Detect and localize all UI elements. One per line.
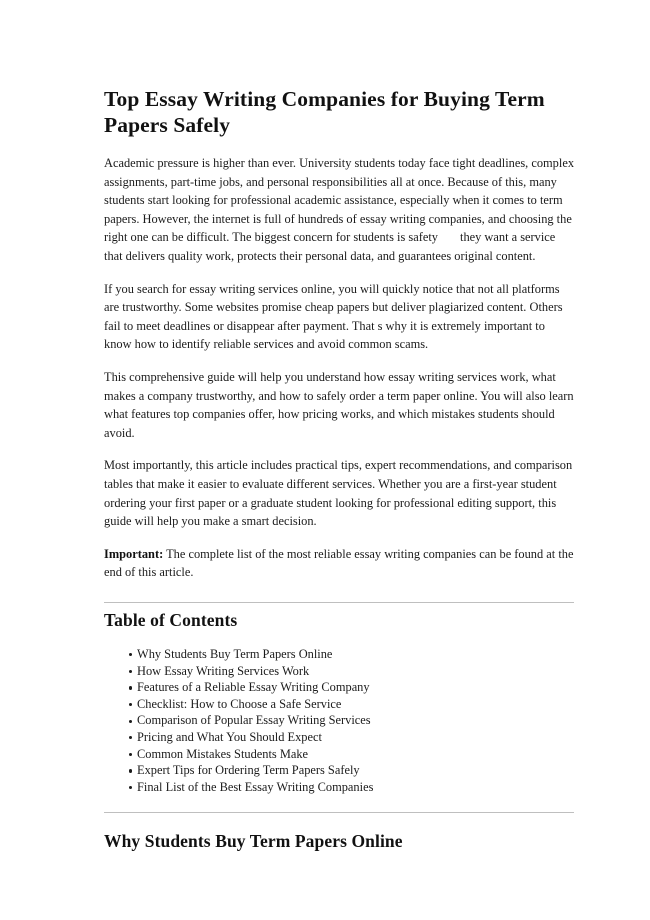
list-item[interactable] xyxy=(104,696,574,713)
intro-paragraph-1-before-gap: Academic pressure is higher than ever. University students today face tight deadlines, complex assignments, part-time jobs, and personal responsibilities all at once. Because of this, many students start looking for professional academic assistance, especially when it comes to term papers. However, the internet is full of hundreds of essay writing companies, and choosing the right one can be difficult. The biggest concern for students is safety xyxy=(104,156,575,245)
list-item-label: Final List of the Best Essay Writing Companies xyxy=(137,779,374,794)
intro-paragraph-1 xyxy=(104,154,574,266)
list-item[interactable] xyxy=(104,679,574,696)
list-item-label: Common Mistakes Students Make xyxy=(137,746,309,761)
intro-paragraph-2: If you search for essay writing services online, you will quickly notice that not all platforms are trustworthy. Some websites promise cheap papers but deliver plagiarized content. Others fail to meet deadlines or disappear after payment. That s why it is extremely important to know how to identify reliable services and avoid common scams. xyxy=(104,281,563,352)
list-item[interactable] xyxy=(104,729,574,746)
intro-paragraph-3: This comprehensive guide will help you understand how essay writing services work, what makes a company trustworthy, and how to safely order a term paper online. You will also learn what features top companies offer, how pricing works, and which mistakes students should avoid. xyxy=(104,369,574,440)
list-item[interactable] xyxy=(104,646,574,663)
list-item-label: Comparison of Popular Essay Writing Services xyxy=(137,713,371,728)
section-heading-why-students-buy-term-papers-online: Why Students Buy Term Papers Online xyxy=(104,831,403,851)
divider-above-first-section xyxy=(104,812,574,813)
list-item-label: Expert Tips for Ordering Term Papers Safely xyxy=(137,763,360,778)
list-item[interactable] xyxy=(104,779,574,796)
page-title: Top Essay Writing Companies for Buying Term Papers Safely xyxy=(104,87,545,137)
important-label: Important: xyxy=(104,546,164,561)
bullet-icon xyxy=(129,653,132,656)
bullet-icon xyxy=(129,686,132,689)
intro-paragraph-1-after-gap: they want a service that delivers quality work, protects their personal data, and guarantees original content. xyxy=(104,230,556,263)
table-of-contents-heading: Table of Contents xyxy=(104,610,238,630)
bullet-icon xyxy=(129,736,132,739)
bullet-icon xyxy=(129,703,132,706)
divider-above-table-of-contents xyxy=(104,602,574,603)
bullet-icon xyxy=(129,720,132,723)
list-item-label: How Essay Writing Services Work xyxy=(137,663,310,678)
document-body xyxy=(104,86,574,582)
bullet-icon xyxy=(129,769,132,772)
list-item-label: Why Students Buy Term Papers Online xyxy=(137,647,333,661)
list-item[interactable] xyxy=(104,712,574,729)
intro-paragraph-4: Most importantly, this article includes practical tips, expert recommendations, and comparison tables that make it easier to evaluate different services. Whether you are a first-year student ordering your first paper or a graduate student looking for professional editing support, this guide will help you make a smart decision. xyxy=(104,458,573,529)
list-item-label: Checklist: How to Choose a Safe Service xyxy=(137,696,342,711)
bullet-icon xyxy=(129,753,132,756)
bullet-icon xyxy=(129,670,132,673)
list-item[interactable] xyxy=(104,762,574,779)
bullet-icon xyxy=(129,786,132,789)
list-item-label: Pricing and What You Should Expect xyxy=(137,729,322,744)
list-item-label: Features of a Reliable Essay Writing Company xyxy=(137,680,370,695)
important-note-text: The complete list of the most reliable essay writing companies can be found at the end of this article. xyxy=(104,546,574,580)
list-item[interactable] xyxy=(104,746,574,763)
important-note xyxy=(104,545,574,582)
table-of-contents-list xyxy=(104,646,574,795)
list-item[interactable] xyxy=(104,663,574,680)
